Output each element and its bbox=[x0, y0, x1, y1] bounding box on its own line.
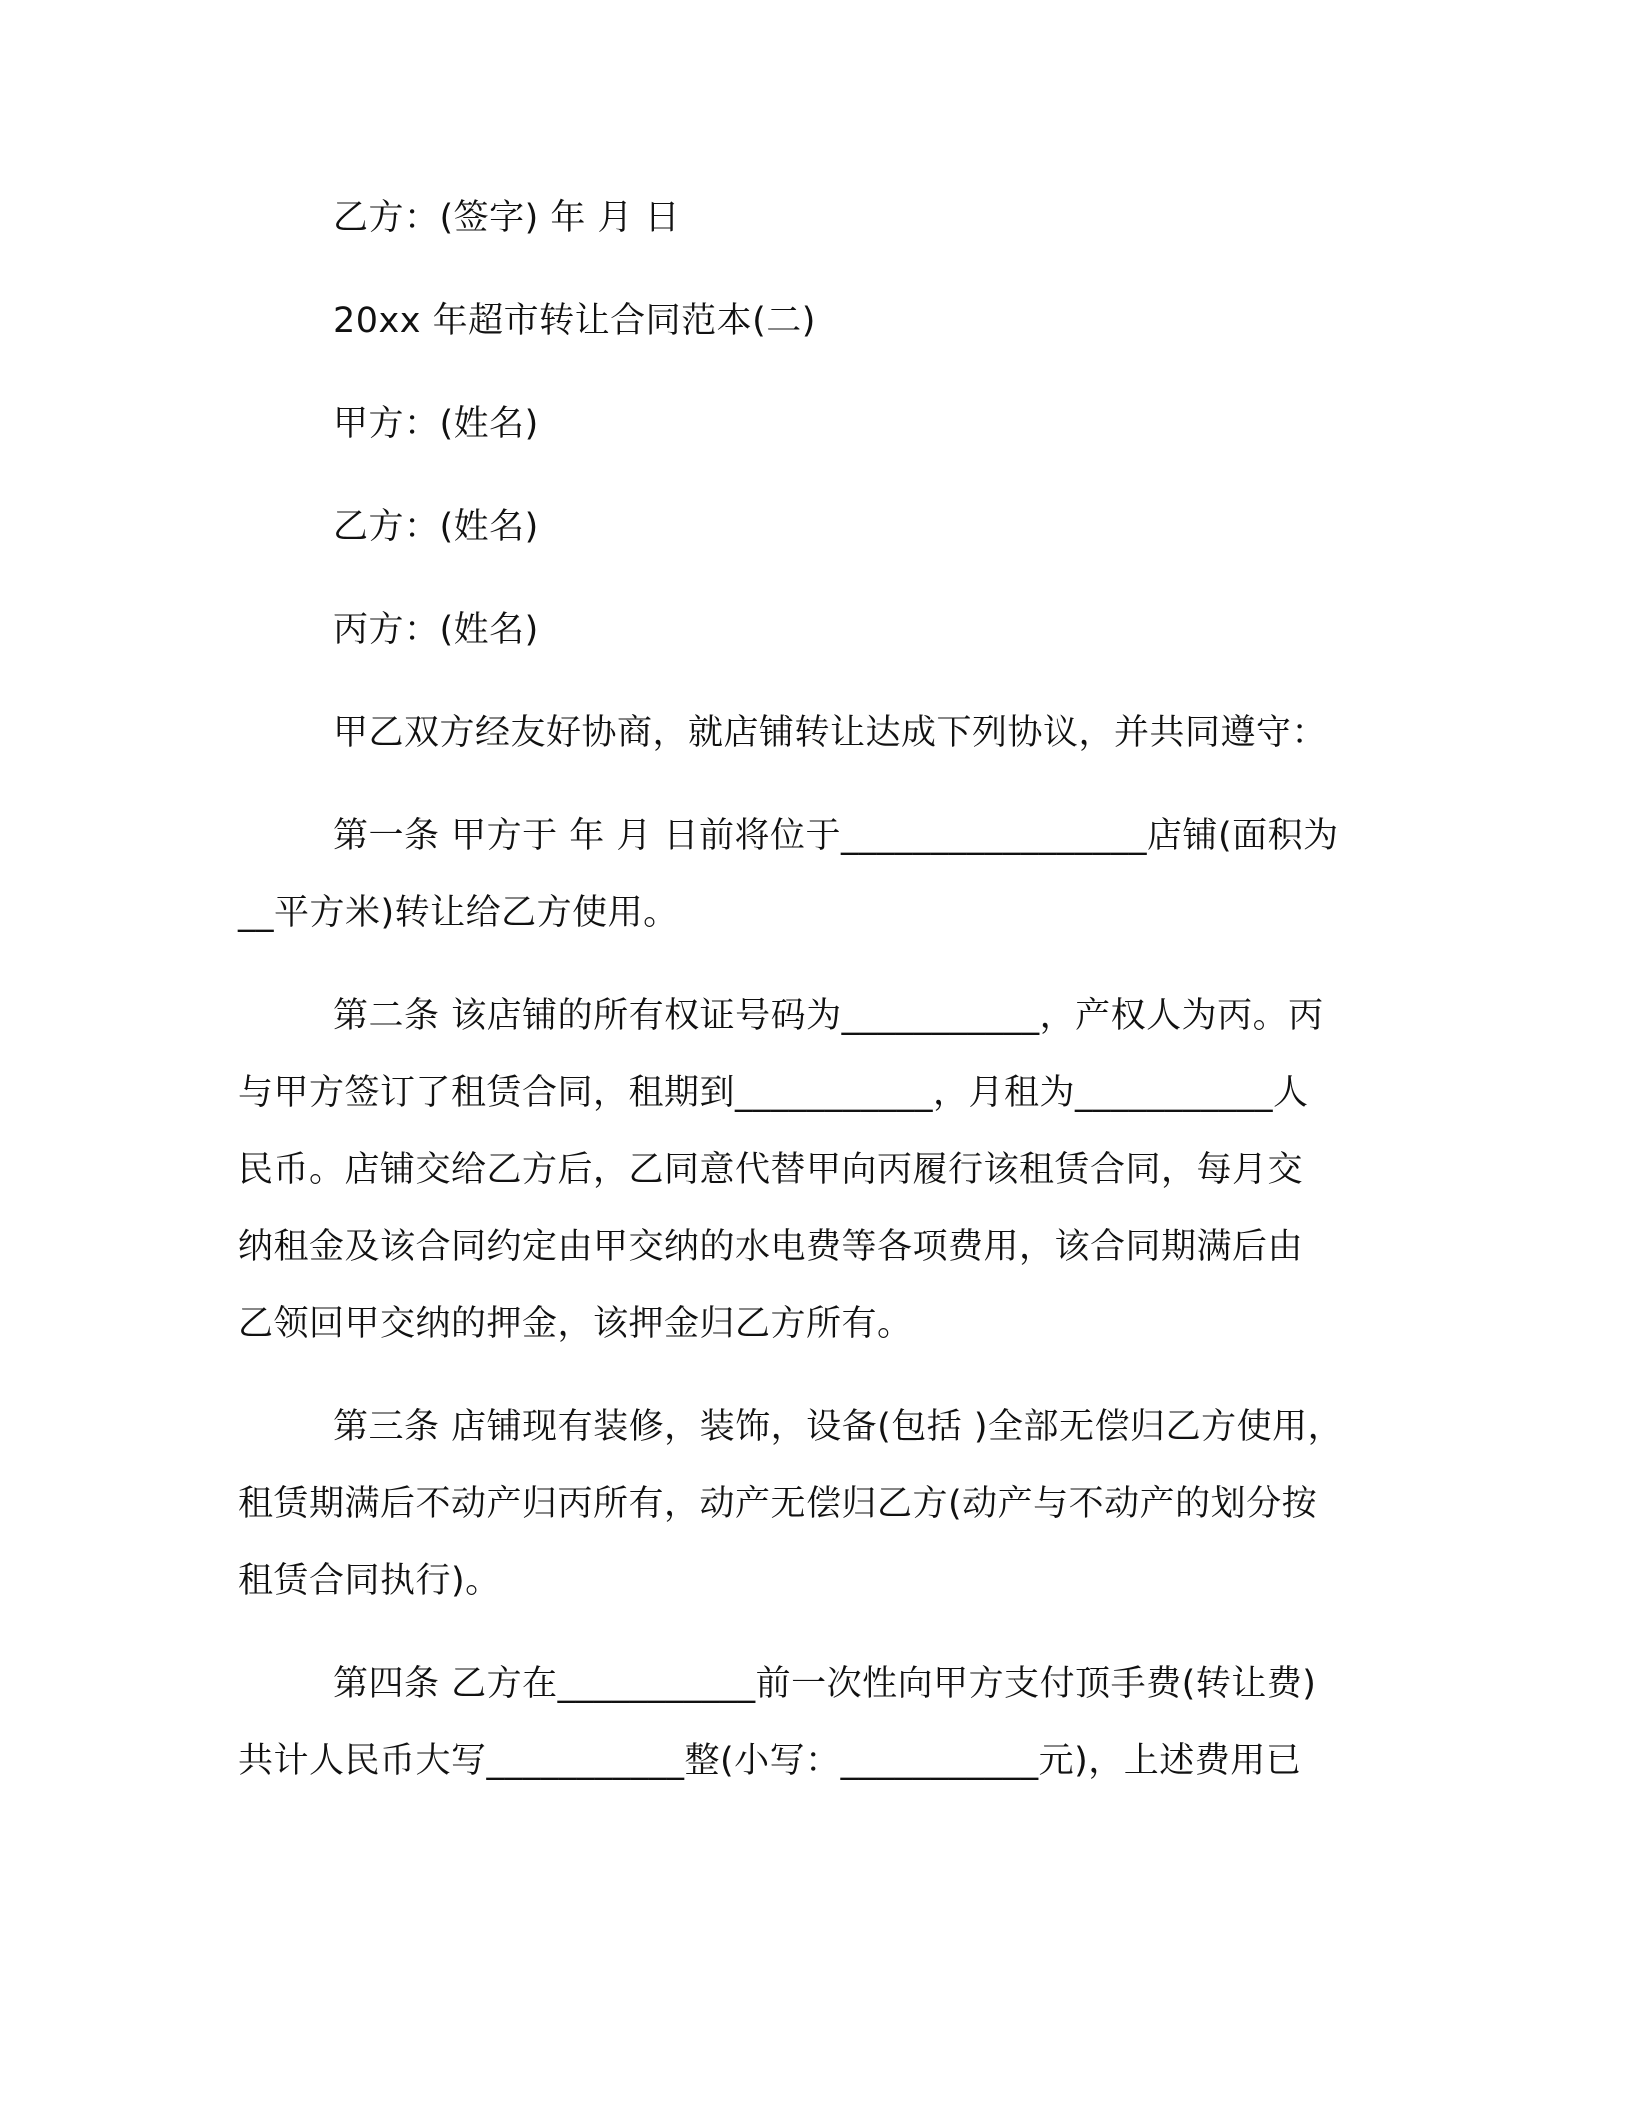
article-3-line-1: 第三条 店铺现有装修，装饰，设备(包括 )全部无偿归乙方使用， bbox=[333, 1407, 1344, 1447]
article-1-line-1: 第一条 甲方于 年 月 日前将位于_________________店铺(面积为 bbox=[333, 816, 1339, 856]
party-b-line: 乙方：(姓名) bbox=[333, 507, 539, 547]
agreement-intro: 甲乙双方经友好协商，就店铺转让达成下列协议，并共同遵守： bbox=[333, 713, 1328, 753]
contract-title: 20xx 年超市转让合同范本(二) bbox=[333, 301, 816, 341]
article-1-line-2: __平方米)转让给乙方使用。 bbox=[238, 893, 679, 933]
party-b-signature-line: 乙方：(签字) 年 月 日 bbox=[333, 198, 681, 238]
article-2-line-3: 民币。店铺交给乙方后，乙同意代替甲向丙履行该租赁合同，每月交 bbox=[238, 1150, 1304, 1190]
article-4-line-1: 第四条 乙方在___________前一次性向甲方支付顶手费(转让费) bbox=[333, 1664, 1317, 1704]
article-3-line-3: 租赁合同执行)。 bbox=[238, 1561, 501, 1601]
article-2-line-1: 第二条 该店铺的所有权证号码为___________，产权人为丙。丙 bbox=[333, 996, 1324, 1036]
party-c-line: 丙方：(姓名) bbox=[333, 610, 539, 650]
article-4-line-2: 共计人民币大写___________整(小写：___________元)，上述费用已 bbox=[238, 1741, 1302, 1781]
party-a-line: 甲方：(姓名) bbox=[333, 404, 539, 444]
article-2-line-2: 与甲方签订了租赁合同，租期到___________，月租为___________人 bbox=[238, 1073, 1309, 1113]
article-3-line-2: 租赁期满后不动产归丙所有，动产无偿归乙方(动产与不动产的划分按 bbox=[238, 1484, 1318, 1524]
article-2-line-4: 纳租金及该合同约定由甲交纳的水电费等各项费用，该合同期满后由 bbox=[238, 1227, 1304, 1267]
article-2-line-5: 乙领回甲交纳的押金，该押金归乙方所有。 bbox=[238, 1304, 913, 1344]
